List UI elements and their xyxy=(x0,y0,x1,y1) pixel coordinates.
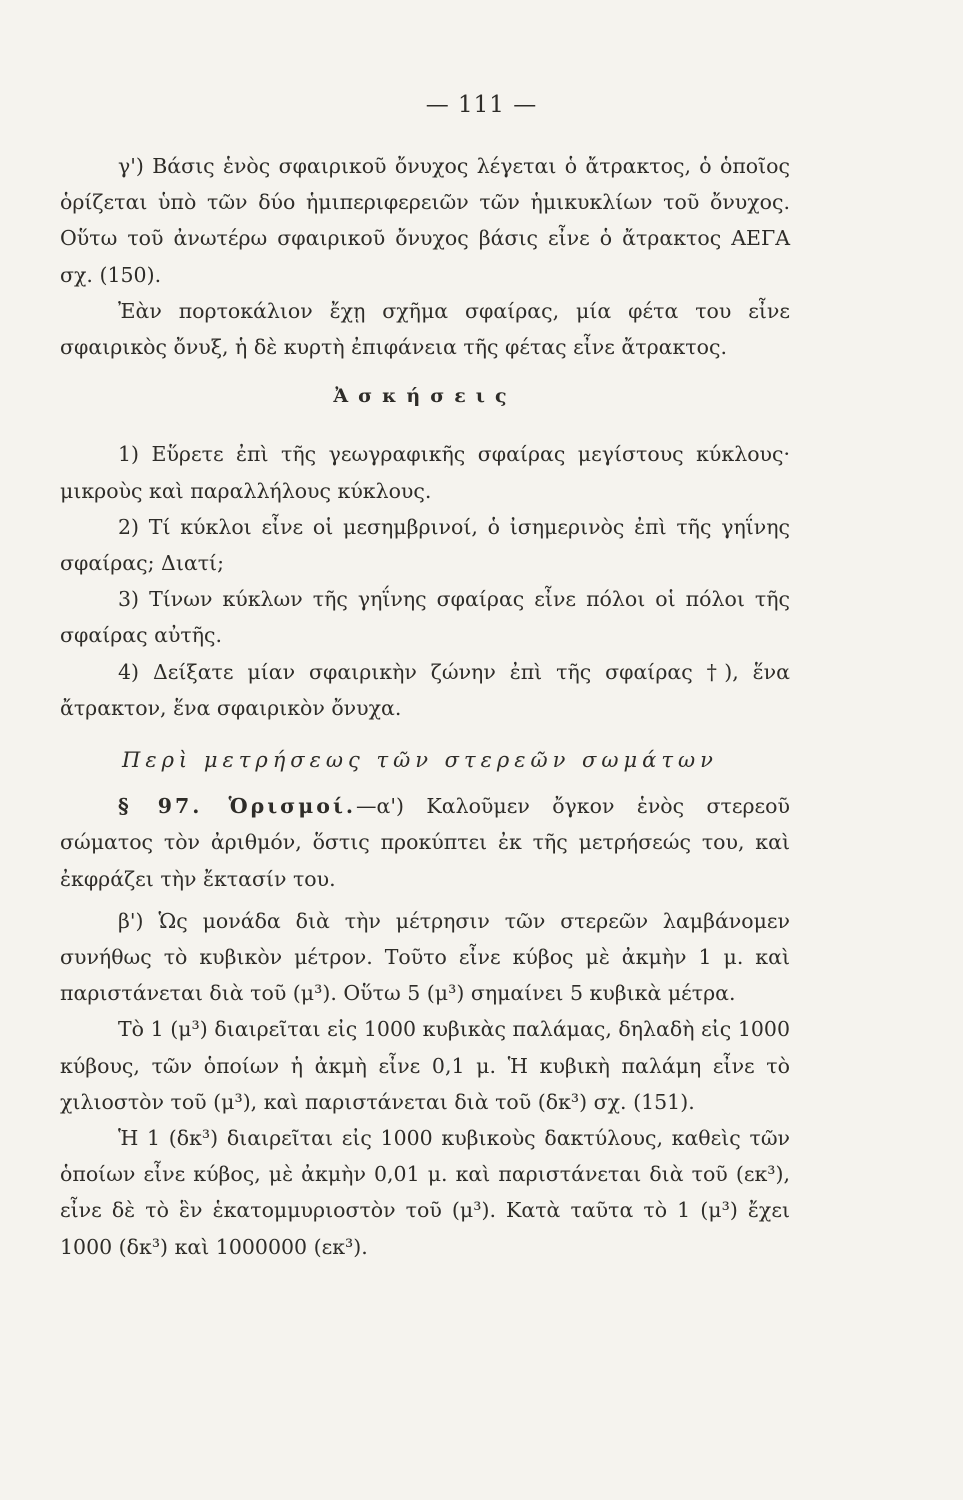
paragraph-cubic-finger: Ἡ 1 (δκ³) διαιρεῖται εἰς 1000 κυβικοὺς δακτύλους, καθεὶς τῶν ὁποίων εἶνε κύβος, μὲ ἀκμὴν 0,01 μ. καὶ παριστάνεται διὰ τοῦ (εκ³), εἶνε δὲ τὸ ἓν ἑκατομμυριοστὸν τοῦ (μ³). Κατὰ ταῦτα τὸ 1 (μ³) ἔχει 1000 (δκ³) καὶ 1000000 (εκ³). xyxy=(60,1126,790,1259)
section-heading: Περὶ μετρήσεως τῶν στερεῶν σωμάτων xyxy=(122,748,718,773)
paragraph-cubic-palm: Τὸ 1 (μ³) διαιρεῖται εἰς 1000 κυβικὰς παλάμας, δηλαδὴ εἰς 1000 κύβους, τῶν ὁποίων ἡ ἀκμὴ εἶνε 0,1 μ. Ἡ κυβικὴ παλάμη εἶνε τὸ χιλιοστὸν τοῦ (μ³), καὶ παριστάνεται διὰ τοῦ (δκ³) σχ. (151). xyxy=(60,1017,790,1114)
exercises-heading-block xyxy=(60,377,790,414)
page-body xyxy=(60,148,790,1265)
exercise-item: 3) Τίνων κύκλων τῆς γηΐνης σφαίρας εἶνε πόλοι οἱ πόλοι τῆς σφαίρας αὐτῆς. xyxy=(60,587,790,648)
exercise-item: 1) Εὕρετε ἐπὶ τῆς γεωγραφικῆς σφαίρας μεγίστους κύκλους· μικροὺς καὶ παραλλήλους κύκλους. xyxy=(60,442,790,503)
exercise-item: 4) Δείξατε μίαν σφαιρικὴν ζώνην ἐπὶ τῆς σφαίρας †), ἕνα ἄτρακτον, ἕνα σφαιρικὸν ὄνυχα. xyxy=(60,659,790,720)
paragraph-orange: Ἐὰν πορτοκάλιον ἔχῃ σχῆμα σφαίρας, μία φέτα του εἶνε σφαιρικὸς ὄνυξ, ἡ δὲ κυρτὴ ἐπιφάνεια τῆς φέτας εἶνε ἄτρακτος. xyxy=(60,298,790,360)
paragraph-97-label: § 97. Ὁρισμοί. xyxy=(118,794,357,819)
paragraph-gamma: γ') Βάσις ἑνὸς σφαιρικοῦ ὄνυχος λέγεται ὁ ἄτρακτος, ὁ ὁποῖος ὁρίζεται ὑπὸ τῶν δύο ἡμιπεριφερειῶν τῶν ἡμικυκλίων τοῦ ὄνυχος. Οὕτω τοῦ ἀνωτέρω σφαιρικοῦ ὄνυχος βάσις εἶνε ὁ ἄτρακτος ΑΕΓΑ σχ. (150). xyxy=(60,154,790,287)
exercises-heading: Ἀσκήσεις xyxy=(333,385,517,408)
paragraph-97 xyxy=(60,788,790,897)
paragraph-beta: β') Ὡς μονάδα διὰ τὴν μέτρησιν τῶν στερεῶν λαμβάνομεν συνήθως τὸ κυβικὸν μέτρον. Τοῦτο εἶνε κύβος μὲ ἀκμὴν 1 μ. καὶ παριστάνεται διὰ τοῦ (μ³). Οὕτω 5 (μ³) σημαίνει 5 κυβικὰ μέτρα. xyxy=(60,908,790,1006)
exercise-item: 2) Τί κύκλοι εἶνε οἱ μεσημβρινοί, ὁ ἰσημερινὸς ἐπὶ τῆς γηΐνης σφαίρας; Διατί; xyxy=(60,514,790,576)
page-number: — 111 — xyxy=(425,92,538,118)
paragraph-97-text: —α') Καλοῦμεν ὄγκον ἑνὸς στερεοῦ σώματος τὸν ἀριθμόν, ὅστις προκύπτει ἐκ τῆς μετρήσεώς του, καὶ ἐκφράζει τὴν ἔκτασίν του. xyxy=(60,794,790,891)
